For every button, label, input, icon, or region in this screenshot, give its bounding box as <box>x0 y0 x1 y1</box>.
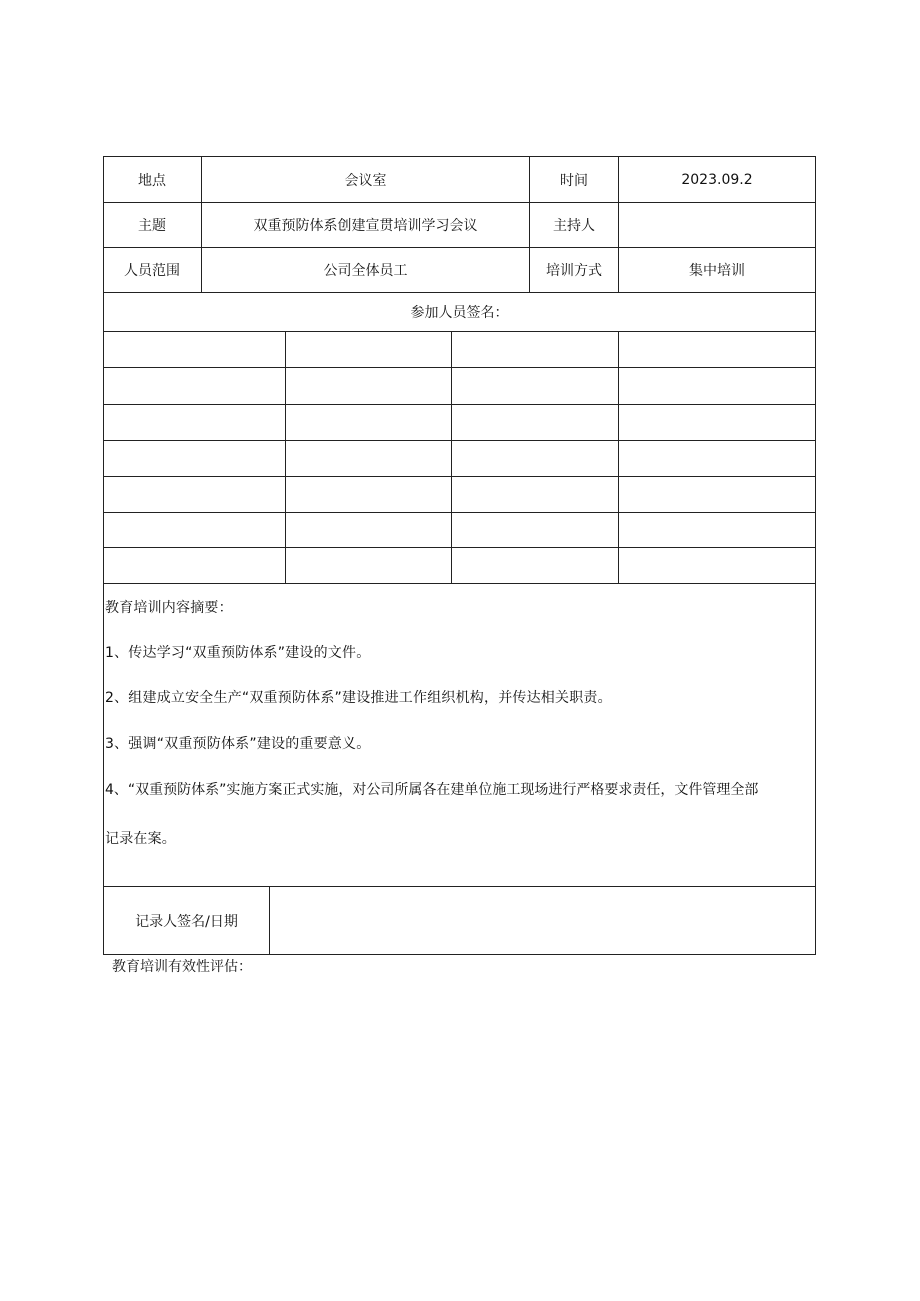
content-item-3: 3、强调“双重预防体系”建设的重要意义。 <box>105 736 371 752</box>
content-heading: 教育培训内容摘要： <box>105 600 233 616</box>
time-label: 时间 <box>560 172 588 189</box>
topic-value: 双重预防体系创建宣贯培训学习会议 <box>253 218 478 234</box>
sig-row-divider <box>103 583 816 584</box>
content-item-4: 4、“双重预防体系”实施方案正式实施，对公司所属各在建单位施工现场进行严格要求责任，文件管理全部 <box>105 782 759 798</box>
recorder-value[interactable] <box>270 887 815 954</box>
sig-col-divider <box>618 331 619 584</box>
table-border-right <box>815 156 816 955</box>
method-value: 集中培训 <box>689 263 745 279</box>
evaluation-label: 教育培训有效性评估： <box>112 959 252 975</box>
recorder-label: 记录人签名/日期 <box>135 913 238 930</box>
sig-row-divider <box>103 440 816 441</box>
location-label: 地点 <box>138 172 166 189</box>
sig-row-divider <box>103 367 816 368</box>
host-value[interactable] <box>619 203 815 247</box>
sig-row-divider <box>103 476 816 477</box>
location-value: 会议室 <box>344 172 387 189</box>
host-label: 主持人 <box>553 218 595 234</box>
method-label: 培训方式 <box>546 263 602 279</box>
content-item-2: 2、组建成立安全生产“双重预防体系”建设推进工作组织机构，并传达相关职责。 <box>105 690 612 706</box>
content-item-1: 1、传达学习“双重预防体系”建设的文件。 <box>105 645 371 661</box>
table-border-bottom <box>103 954 816 955</box>
time-value: 2023.09.2 <box>681 171 753 188</box>
content-continuation: 记录在案。 <box>105 831 176 847</box>
sig-col-divider <box>285 331 286 584</box>
signatures-title: 参加人员签名： <box>410 305 509 321</box>
topic-label: 主题 <box>138 218 166 234</box>
sig-row-divider <box>103 404 816 405</box>
row-divider <box>103 331 816 332</box>
sig-col-divider <box>451 331 452 584</box>
scope-label: 人员范围 <box>124 263 180 279</box>
scope-value: 公司全体员工 <box>323 263 408 279</box>
sig-row-divider <box>103 512 816 513</box>
sig-row-divider <box>103 547 816 548</box>
